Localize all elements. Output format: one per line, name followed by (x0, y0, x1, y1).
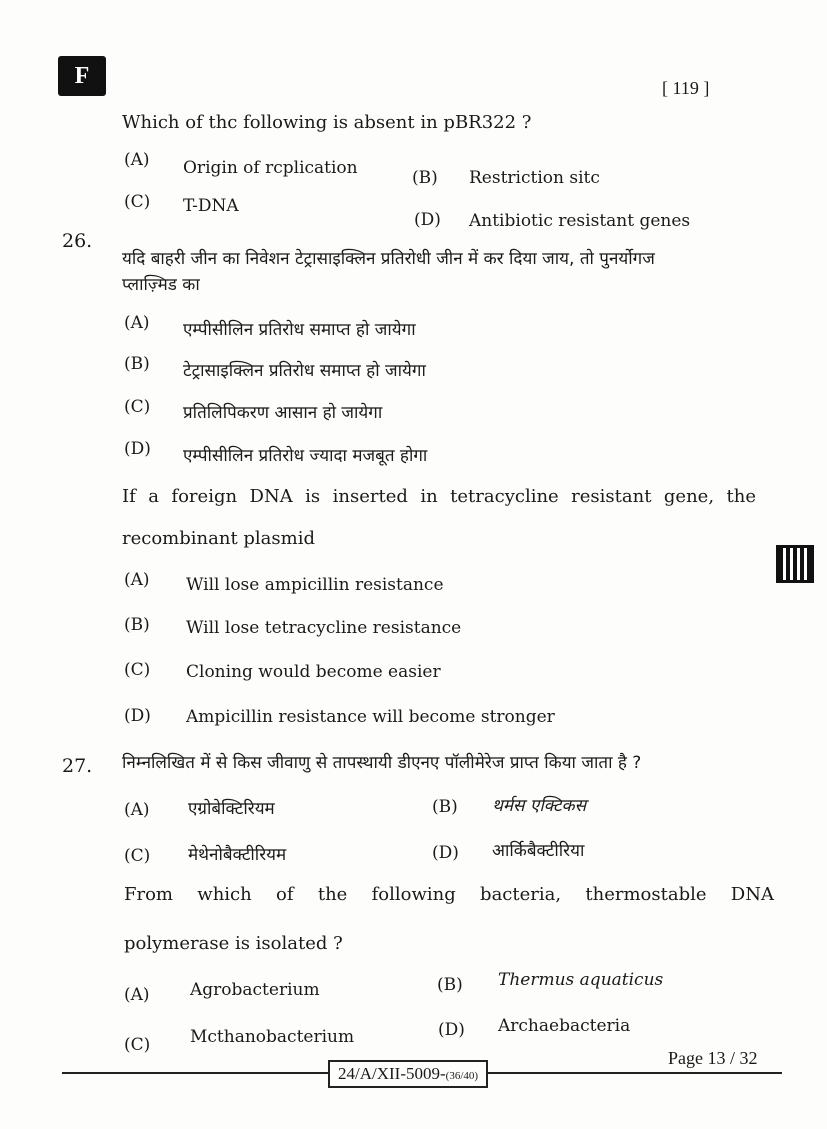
q27-number: 27. (62, 755, 93, 777)
q27-hi-option-d-label: (D) (432, 843, 459, 863)
q27-en-option-c-text: Mcthanobacterium (190, 1027, 355, 1047)
q27-hi-option-a-text: एग्रोबेक्टिरियम (188, 799, 275, 819)
q26-english-line1: If a foreign DNA is inserted in tetracycline resistant gene, the (122, 486, 756, 507)
q26-hi-option-b-text: टेट्रासाइक्लिन प्रतिरोध समाप्त हो जायेगा (183, 361, 426, 381)
q26-en-option-c-text: Cloning would become easier (186, 662, 441, 682)
q27-en-option-a-text: Agrobacterium (190, 980, 320, 1000)
q26-en-option-a-label: (A) (124, 570, 150, 590)
q27-hi-option-c-label: (C) (124, 846, 151, 866)
q25-option-b-label: (B) (412, 168, 438, 188)
q26-en-option-d-text: Ampicillin resistance will become stronger (186, 707, 555, 727)
q25-option-a-text: Origin of rcplication (183, 158, 358, 178)
q25-option-c-label: (C) (124, 192, 151, 212)
q25-option-b-text: Restriction sitc (469, 168, 600, 188)
q27-english-line2: polymerase is isolated ? (124, 933, 343, 954)
q27-hindi: निम्नलिखित में से किस जीवाणु से तापस्थायी डीएनए पॉलीमेरेज प्राप्त किया जाता है ? (122, 753, 642, 773)
q25-option-d-text: Antibiotic resistant genes (469, 211, 691, 231)
q26-hi-option-d-label: (D) (124, 439, 151, 459)
page-indicator: Page 13 / 32 (668, 1048, 758, 1068)
q26-hi-option-c-text: प्रतिलिपिकरण आसान हो जायेगा (183, 403, 383, 423)
q26-number: 26. (62, 230, 93, 252)
qr-code-icon (776, 545, 814, 583)
q27-hi-option-a-label: (A) (124, 800, 150, 820)
q26-english-line2: recombinant plasmid (122, 528, 315, 549)
q27-hi-option-d-text: आर्किबैक्टीरिया (492, 841, 585, 861)
q27-hi-option-b-label: (B) (432, 797, 458, 817)
q26-hindi-line1: यदि बाहरी जीन का निवेशन टेट्रासाइक्लिन प्रतिरोधी जीन में कर दिया जाय, तो पुनर्योगज (122, 249, 655, 269)
set-badge: F (58, 56, 106, 96)
q26-hi-option-c-label: (C) (124, 397, 151, 417)
q25-option-a-label: (A) (124, 150, 150, 170)
q27-en-option-a-label: (A) (124, 985, 150, 1005)
q27-en-option-b-label: (B) (437, 975, 463, 995)
q27-en-option-d-label: (D) (438, 1020, 465, 1040)
q27-en-option-c-label: (C) (124, 1035, 151, 1055)
paper-code (328, 1060, 488, 1088)
q26-hindi-line2: प्लाज़्मिड का (122, 275, 200, 295)
page-bracket-number: [ 119 ] (662, 78, 710, 98)
q25-option-d-label: (D) (414, 210, 441, 230)
q27-hi-option-b-text: थर्मस एक्टिकस (492, 796, 587, 816)
q26-en-option-b-label: (B) (124, 615, 150, 635)
q26-en-option-a-text: Will lose ampicillin resistance (186, 575, 444, 595)
q26-hi-option-a-text: एम्पीसीलिन प्रतिरोध समाप्त हो जायेगा (183, 320, 416, 340)
q27-en-option-b-text: Thermus aquaticus (498, 970, 664, 990)
q27-hi-option-c-text: मेथेनोबैक्टीरियम (188, 845, 287, 865)
q26-en-option-c-label: (C) (124, 660, 151, 680)
q26-hi-option-a-label: (A) (124, 313, 150, 333)
q26-en-option-d-label: (D) (124, 706, 151, 726)
q26-hi-option-d-text: एम्पीसीलिन प्रतिरोध ज्यादा मजबूत होगा (183, 446, 428, 466)
q26-hi-option-b-label: (B) (124, 354, 150, 374)
q26-en-option-b-text: Will lose tetracycline resistance (186, 618, 462, 638)
q27-en-option-d-text: Archaebacteria (498, 1016, 631, 1036)
q27-english-line1: From which of the following bacteria, thermostable DNA (124, 884, 774, 905)
q25-question: Which of thc following is absent in pBR322 ? (122, 112, 532, 133)
paper-code-main: 24/A/XII-5009- (338, 1064, 446, 1083)
q25-option-c-text: T-DNA (183, 196, 239, 216)
paper-code-small: (36/40) (445, 1070, 479, 1082)
